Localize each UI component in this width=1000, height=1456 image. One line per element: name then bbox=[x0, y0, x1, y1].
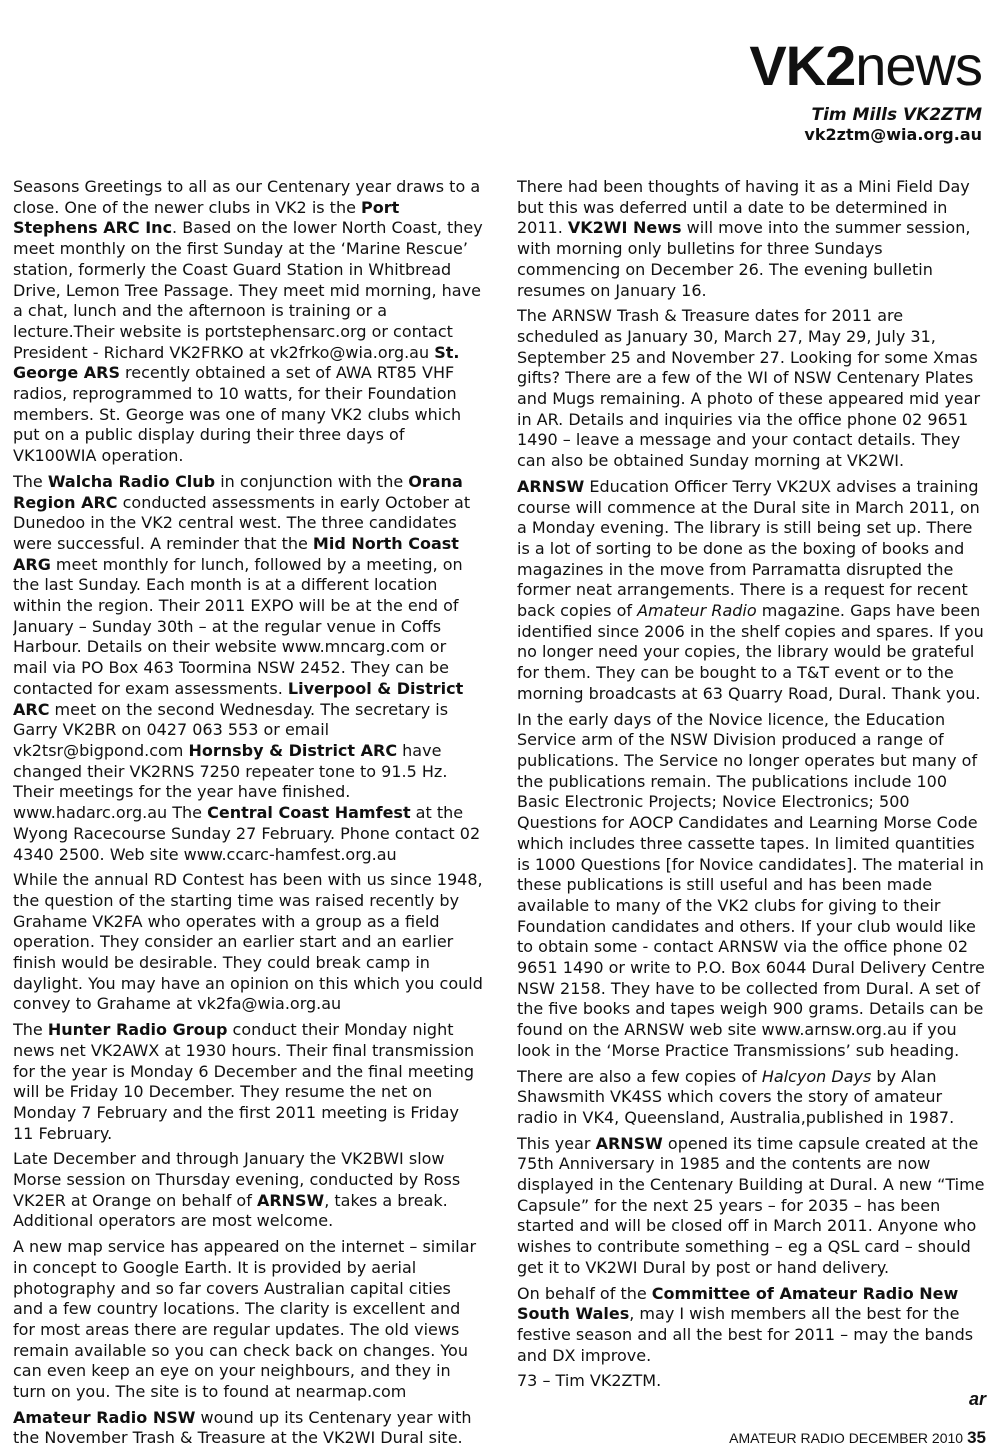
paragraph: In the early days of the Novice licence, the Education Service arm of the NSW Division produced a range of publications. The Service no longer operates but many of the publications remain. The publications include 100 Basic Electronic Projects; Novice Electronics; 500 Questions for AOCP Candidates and Learning Morse Code which includes three cassette tapes. In limited quantities is 1000 Questions [for Novice candidates]. The material in these publications is still useful and has been made available to many of the VK2 clubs for giving to their Foundation candidates and others. If your club would like to obtain some - contact ARNSW via the office phone 02 9651 1490 or write to P.O. Box 6044 Dural Delivery Centre NSW 2158. They have to be collected from Dural. A set of the five books and tapes weigh 900 grams. Details can be found on the ARNSW web site www.arnsw.org.au if you look in the ‘Morse Practice Transmissions’ sub heading. bbox=[517, 709, 985, 1060]
paragraph: This year ARNSW opened its time capsule created at the 75th Anniversary in 1985 and the contents are now displayed in the Centenary Building at Dural. A new “Time Capsule” for the next 25 years – for 2035 – has been started and will be closed off in March 2011. Anyone who wishes to contribute something – eg a QSL card – should get it to VK2WI Dural by post or hand delivery. bbox=[517, 1133, 985, 1277]
paragraph: The ARNSW Trash & Treasure dates for 2011 are scheduled as January 30, March 27, May 29, July 31, September 25 and November 27. Looking for some Xmas gifts? There are a few of the WI of NSW Centenary Plates and Mugs remaining. A photo of these appeared mid year in AR. Details and inquiries via the office phone 02 9651 1490 – leave a message and your contact details. They can also be obtained Sunday morning at VK2WI. bbox=[517, 306, 981, 471]
page-footer bbox=[729, 1428, 986, 1448]
paragraph: A new map service has appeared on the internet – similar in concept to Google Earth. It is provided by aerial photography and so far covers Australian capital cities and a few country locations. The clarity is excellent and for most areas there are regular updates. The old views remain available so you can check back on changes. You can even keep an eye on your neighbours, and they in turn on you. The site is to found at nearmap.com bbox=[13, 1237, 477, 1402]
paragraph: Amateur Radio NSW wound up its Centenary year with the November Trash & Treasure at the VK2WI Dural site. bbox=[13, 1407, 472, 1448]
left-column bbox=[13, 177, 483, 1454]
author-email: vk2ztm@wia.org.au bbox=[804, 124, 982, 144]
page-number: 35 bbox=[967, 1428, 986, 1447]
paragraph: There are also a few copies of Halcyon Days by Alan Shawsmith VK4SS which covers the story of amateur radio in VK4, Queensland, Australia,published in 1987. bbox=[517, 1066, 955, 1127]
paragraph: There had been thoughts of having it as a Mini Field Day but this was deferred until a date to be determined in 2011. VK2WI News will move into the summer session, with morning only bulletins for three Sundays commencing on December 26. The evening bulletin resumes on January 16. bbox=[517, 177, 971, 300]
author-byline: Tim Mills VK2ZTM bbox=[811, 105, 982, 125]
paragraph: Seasons Greetings to all as our Centenary year draws to a close. One of the newer clubs in VK2 is the Port Stephens ARC Inc. Based on the lower North Coast, they meet monthly on the first Sunday at the ‘Marine Rescue’ station, formerly the Coast Guard Station in Whitbread Drive, Lemon Tree Passage. They meet mid morning, have a chat, lunch and the afternoon is training or a lecture.Their website is portstephensarc.org or contact President - Richard VK2FRKO at vk2frko@wia.org.au St. George ARS recently obtained a set of AWA RT85 VHF radios, reprogrammed to 10 watts, for their Foundation members. St. George was one of many VK2 clubs which put on a public display during their three days of VK100WIA operation. bbox=[13, 177, 483, 466]
section-title-light: news bbox=[855, 34, 982, 97]
section-title bbox=[749, 34, 982, 97]
paragraph: The Hunter Radio Group conduct their Monday night news net VK2AWX at 1930 hours. Their final transmission for the year is Monday 6 December and the final meeting will be Friday 10 December. They resume the net on Monday 7 February and the first 2011 meeting is Friday 11 February. bbox=[13, 1020, 475, 1143]
paragraph: ARNSW Education Officer Terry VK2UX advises a training course will commence at the Dural site in March 2011, on a Monday evening. The library is still being set up. There is a lot of sorting to be done as the boxing of books and magazines in the move from Parramatta disrupted the former neat arrangements. There is a request for recent back copies of Amateur Radio magazine. Gaps have been identified since 2006 in the shelf copies and spares. If you no longer need your copies, the library would be grateful for them. They can be bought to a T&T event or to the morning broadcasts at 63 Quarry Road, Dural. Thank you. bbox=[517, 476, 984, 703]
right-column bbox=[517, 177, 987, 1397]
article-header bbox=[749, 34, 982, 144]
paragraph: While the annual RD Contest has been with us since 1948, the question of the starting time was raised recently by Grahame VK2FA who operates with a group as a field operation. They consider an earlier start and an earlier finish would be desirable. They could break camp in daylight. You may have an opinion on this which you could convey to Grahame at vk2fa@wia.org.au bbox=[13, 870, 483, 1014]
sign-off: 73 – Tim VK2ZTM. bbox=[517, 1371, 662, 1391]
paragraph: On behalf of the Committee of Amateur Radio New South Wales, may I wish members all the best for the festive season and all the best for 2011 – may the bands and DX improve. bbox=[517, 1283, 974, 1365]
section-title-bold: VK2 bbox=[749, 34, 856, 97]
paragraph: The Walcha Radio Club in conjunction with the Orana Region ARC conducted assessments in early October at Dunedoo in the VK2 central west. The three candidates were successful. A reminder that the Mid North Coast ARG meet monthly for lunch, followed by a meeting, on the last Sunday. Each month is at a different location within the region. Their 2011 EXPO will be at the end of January – Sunday 30th – at the regular venue in Coffs Harbour. Details on their website www.mncarg.com or mail via PO Box 463 Toormina NSW 2452. They can be contacted for exam assessments. Liverpool & District ARC meet on the second Wednesday. The secretary is Garry VK2BR on 0427 063 553 or email vk2tsr@bigpond.com Hornsby & District ARC have changed their VK2RNS 7250 repeater tone to 91.5 Hz. Their meetings for the year have finished. www.hadarc.org.au The Central Coast Hamfest at the Wyong Racecourse Sunday 27 February. Phone contact 02 4340 2500. Web site www.ccarc-hamfest.org.au bbox=[13, 471, 481, 864]
paragraph: Late December and through January the VK2BWI slow Morse session on Thursday evening, conducted by Ross VK2ER at Orange on behalf of ARNSW, takes a break. Additional operators are most welcome. bbox=[13, 1149, 461, 1231]
publication-name: AMATEUR RADIO DECEMBER 2010 bbox=[729, 1430, 964, 1446]
ar-end-mark: ar bbox=[968, 1389, 986, 1409]
